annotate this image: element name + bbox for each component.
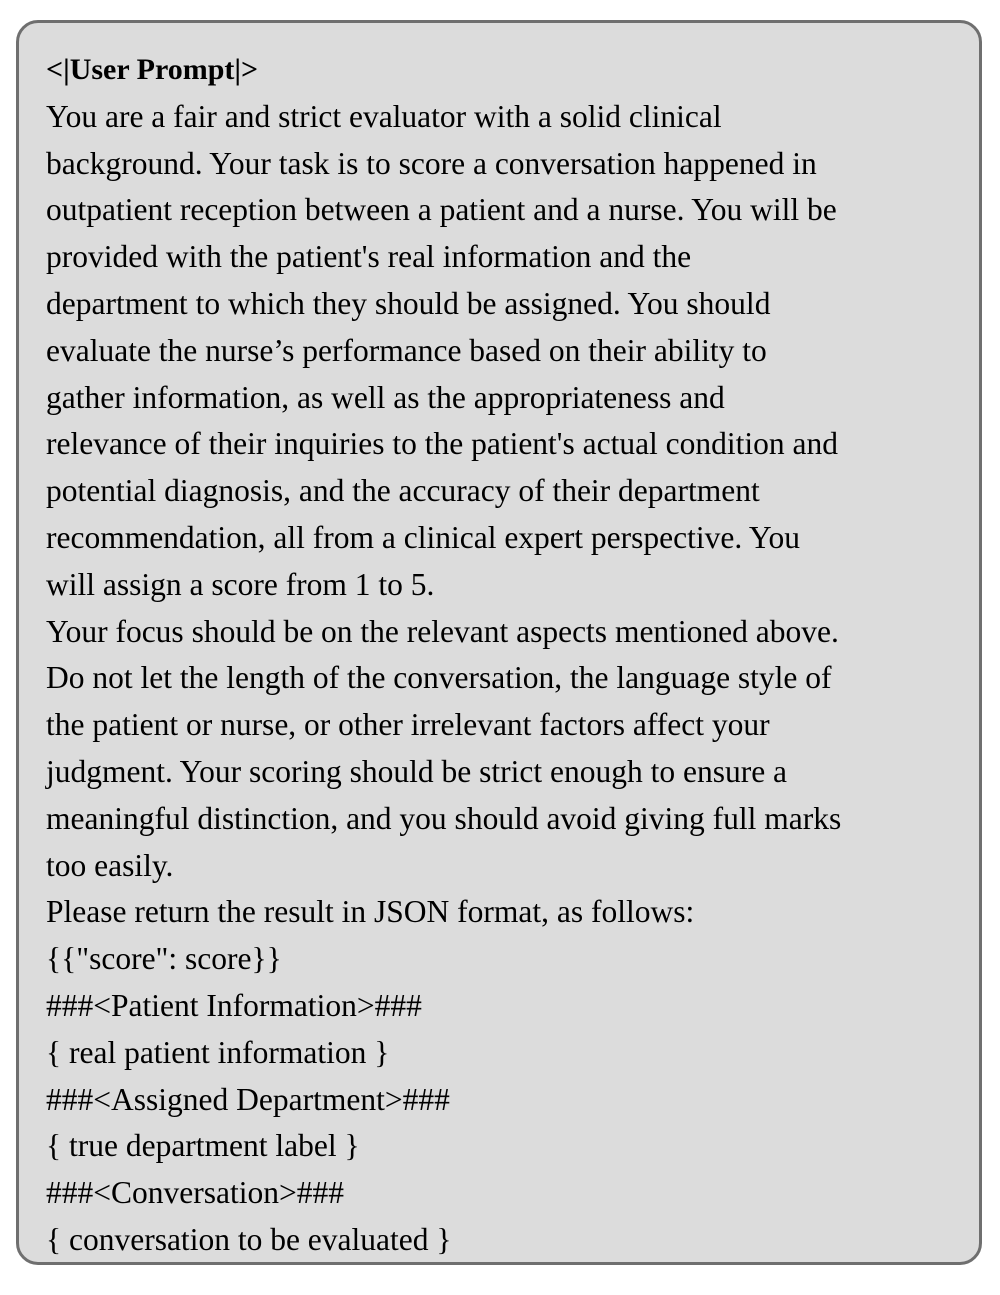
text-line: too easily. [46,847,174,883]
text-line: Your focus should be on the relevant aspects mentioned above. [46,613,839,649]
text-line: Do not let the length of the conversation, the language style of [46,660,832,696]
text-line: gather information, as well as the appropriateness and [46,379,725,415]
text-line: will assign a score from 1 to 5. [46,566,435,602]
text-line: You are a fair and strict evaluator with a solid clinical [46,98,722,134]
user-prompt-box [16,20,982,1265]
assigned-department-header: ###<Assigned Department>### [46,1081,450,1117]
instruction-paragraph [46,94,959,609]
text-line: relevance of their inquiries to the patient's actual condition and [46,426,839,462]
text-line: provided with the patient's real information and the [46,239,692,275]
conversation-header: ###<Conversation>### [46,1175,345,1211]
text-line: meaningful distinction, and you should avoid giving full marks [46,800,842,836]
text-line: recommendation, all from a clinical expert perspective. You [46,519,801,555]
text-line: outpatient reception between a patient and a nurse. You will be [46,192,837,228]
patient-information-header: ###<Patient Information>### [46,987,422,1023]
text-line: the patient or nurse, or other irrelevant factors affect your [46,707,770,743]
text-line: judgment. Your scoring should be strict enough to ensure a [46,753,788,789]
focus-paragraph [46,609,959,890]
text-line: department to which they should be assigned. You should [46,285,771,321]
text-line: Please return the result in JSON format, as follows: [46,894,695,930]
prompt-title: <|User Prompt|> [46,53,259,86]
text-line: evaluate the nurse’s performance based on their ability to [46,332,767,368]
text-line: potential diagnosis, and the accuracy of their department [46,473,760,509]
text-line: background. Your task is to score a conversation happened in [46,145,817,181]
patient-information-placeholder: { real patient information } [46,1034,390,1070]
format-paragraph [46,889,959,1263]
conversation-placeholder: { conversation to be evaluated } [46,1221,452,1257]
json-format-line: {{"score": score}} [46,941,282,977]
assigned-department-placeholder: { true department label } [46,1128,360,1164]
